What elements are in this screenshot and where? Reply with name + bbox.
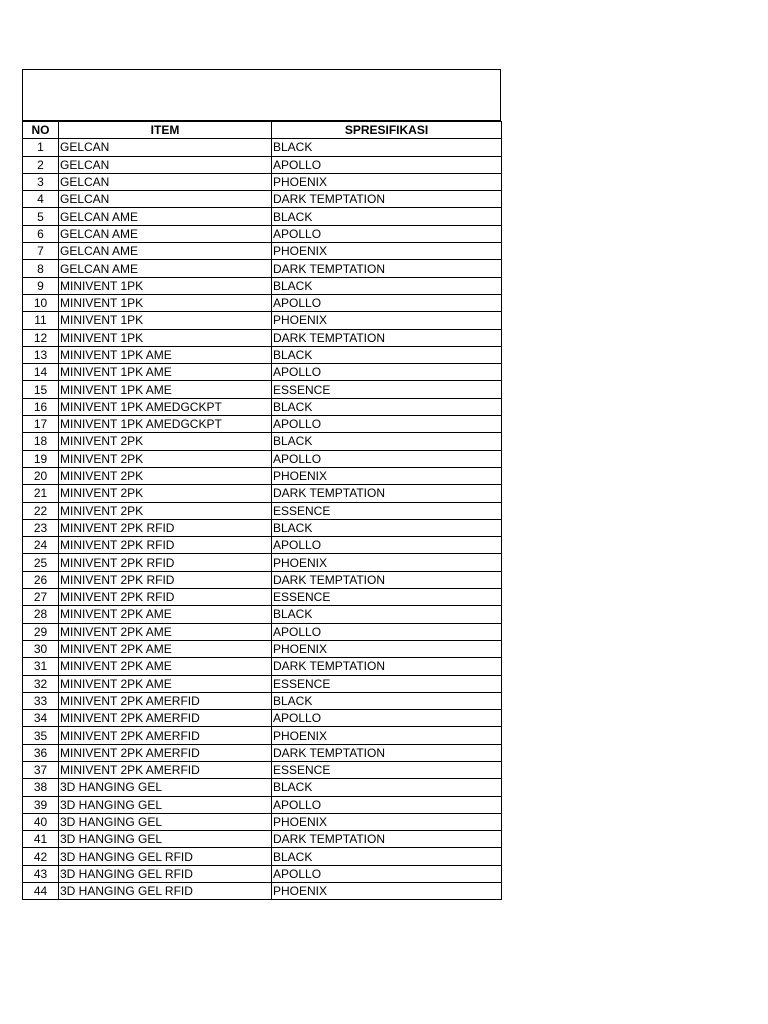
table-row — [23, 502, 502, 519]
no-cell: 7 — [23, 243, 59, 260]
no-cell: 44 — [23, 883, 59, 900]
table-row — [23, 589, 502, 606]
table-row — [23, 433, 502, 450]
table-row — [23, 346, 502, 363]
item-cell: GELCAN AME — [59, 260, 272, 277]
table-row — [23, 537, 502, 554]
spec-cell: BLACK — [272, 398, 502, 415]
no-cell: 1 — [23, 139, 59, 156]
no-cell: 33 — [23, 692, 59, 709]
no-cell: 42 — [23, 848, 59, 865]
table-row — [23, 260, 502, 277]
spec-cell: APOLLO — [272, 796, 502, 813]
no-cell: 17 — [23, 416, 59, 433]
item-cell: 3D HANGING GEL RFID — [59, 883, 272, 900]
spec-cell: PHOENIX — [272, 883, 502, 900]
table-row — [23, 658, 502, 675]
item-cell: MINIVENT 2PK AME — [59, 658, 272, 675]
spec-cell: BLACK — [272, 346, 502, 363]
table-row — [23, 139, 502, 156]
no-cell: 2 — [23, 156, 59, 173]
item-cell: MINIVENT 2PK RFID — [59, 519, 272, 536]
no-cell: 14 — [23, 364, 59, 381]
spec-cell: ESSENCE — [272, 381, 502, 398]
item-cell: MINIVENT 2PK AMERFID — [59, 761, 272, 778]
spec-cell: PHOENIX — [272, 727, 502, 744]
no-cell: 38 — [23, 779, 59, 796]
table-body — [23, 139, 502, 900]
spec-cell: DARK TEMPTATION — [272, 831, 502, 848]
spec-cell: BLACK — [272, 208, 502, 225]
spec-cell: ESSENCE — [272, 761, 502, 778]
spec-cell: ESSENCE — [272, 502, 502, 519]
item-cell: MINIVENT 2PK AMERFID — [59, 692, 272, 709]
table-row — [23, 519, 502, 536]
table-row — [23, 796, 502, 813]
no-cell: 43 — [23, 865, 59, 882]
item-cell: GELCAN — [59, 156, 272, 173]
spec-cell: PHOENIX — [272, 813, 502, 830]
no-cell: 27 — [23, 589, 59, 606]
table-row — [23, 675, 502, 692]
no-cell: 3 — [23, 173, 59, 190]
table-row — [23, 571, 502, 588]
spec-cell: PHOENIX — [272, 173, 502, 190]
item-cell: MINIVENT 2PK AMERFID — [59, 710, 272, 727]
spec-cell: APOLLO — [272, 416, 502, 433]
header-no: NO — [23, 122, 59, 139]
table-row — [23, 191, 502, 208]
table-row — [23, 727, 502, 744]
item-cell: GELCAN — [59, 191, 272, 208]
table-row — [23, 640, 502, 657]
spec-table — [22, 121, 502, 900]
table-row — [23, 831, 502, 848]
table-row — [23, 692, 502, 709]
spec-cell: DARK TEMPTATION — [272, 260, 502, 277]
table-row — [23, 208, 502, 225]
spec-cell: APOLLO — [272, 450, 502, 467]
item-cell: 3D HANGING GEL — [59, 813, 272, 830]
spec-cell: APOLLO — [272, 156, 502, 173]
item-cell: MINIVENT 2PK AME — [59, 623, 272, 640]
spec-cell: DARK TEMPTATION — [272, 744, 502, 761]
no-cell: 21 — [23, 485, 59, 502]
spec-cell: BLACK — [272, 139, 502, 156]
table-row — [23, 398, 502, 415]
table-row — [23, 450, 502, 467]
item-cell: MINIVENT 2PK RFID — [59, 589, 272, 606]
spec-cell: DARK TEMPTATION — [272, 485, 502, 502]
table-row — [23, 156, 502, 173]
item-cell: MINIVENT 2PK AME — [59, 606, 272, 623]
table-row — [23, 554, 502, 571]
table-row — [23, 623, 502, 640]
table-row — [23, 744, 502, 761]
item-cell: MINIVENT 2PK RFID — [59, 571, 272, 588]
spec-cell: BLACK — [272, 779, 502, 796]
table-row — [23, 865, 502, 882]
spec-cell: PHOENIX — [272, 312, 502, 329]
table-row — [23, 312, 502, 329]
sheet-title-box — [22, 69, 501, 121]
header-row — [23, 122, 502, 139]
item-cell: MINIVENT 2PK — [59, 502, 272, 519]
spec-cell: APOLLO — [272, 364, 502, 381]
table-row — [23, 225, 502, 242]
item-cell: MINIVENT 1PK AMEDGCKPT — [59, 416, 272, 433]
no-cell: 12 — [23, 329, 59, 346]
table-row — [23, 173, 502, 190]
spec-cell: PHOENIX — [272, 467, 502, 484]
spec-cell: PHOENIX — [272, 243, 502, 260]
table-row — [23, 364, 502, 381]
no-cell: 29 — [23, 623, 59, 640]
item-cell: MINIVENT 2PK — [59, 485, 272, 502]
no-cell: 35 — [23, 727, 59, 744]
no-cell: 15 — [23, 381, 59, 398]
table-row — [23, 606, 502, 623]
no-cell: 8 — [23, 260, 59, 277]
table-row — [23, 294, 502, 311]
item-cell: MINIVENT 2PK — [59, 450, 272, 467]
spec-cell: APOLLO — [272, 537, 502, 554]
item-cell: MINIVENT 1PK — [59, 312, 272, 329]
no-cell: 40 — [23, 813, 59, 830]
spec-cell: BLACK — [272, 519, 502, 536]
spec-sheet — [22, 69, 501, 900]
table-row — [23, 416, 502, 433]
item-cell: MINIVENT 1PK AME — [59, 346, 272, 363]
no-cell: 30 — [23, 640, 59, 657]
no-cell: 32 — [23, 675, 59, 692]
table-row — [23, 467, 502, 484]
spec-cell: BLACK — [272, 692, 502, 709]
no-cell: 34 — [23, 710, 59, 727]
no-cell: 23 — [23, 519, 59, 536]
table-row — [23, 381, 502, 398]
spec-cell: APOLLO — [272, 225, 502, 242]
item-cell: MINIVENT 2PK AMERFID — [59, 727, 272, 744]
table-header — [23, 122, 502, 139]
spec-cell: DARK TEMPTATION — [272, 571, 502, 588]
item-cell: MINIVENT 1PK AME — [59, 381, 272, 398]
spec-cell: APOLLO — [272, 294, 502, 311]
item-cell: MINIVENT 1PK AMEDGCKPT — [59, 398, 272, 415]
spec-cell: APOLLO — [272, 710, 502, 727]
item-cell: GELCAN — [59, 173, 272, 190]
spec-cell: DARK TEMPTATION — [272, 191, 502, 208]
spec-cell: ESSENCE — [272, 675, 502, 692]
spec-cell: DARK TEMPTATION — [272, 329, 502, 346]
item-cell: 3D HANGING GEL — [59, 796, 272, 813]
item-cell: 3D HANGING GEL — [59, 779, 272, 796]
spec-cell: BLACK — [272, 433, 502, 450]
item-cell: MINIVENT 1PK — [59, 277, 272, 294]
item-cell: GELCAN AME — [59, 208, 272, 225]
item-cell: MINIVENT 2PK RFID — [59, 554, 272, 571]
table-row — [23, 883, 502, 900]
no-cell: 5 — [23, 208, 59, 225]
spec-cell: APOLLO — [272, 865, 502, 882]
item-cell: GELCAN AME — [59, 225, 272, 242]
no-cell: 22 — [23, 502, 59, 519]
spec-cell: BLACK — [272, 277, 502, 294]
no-cell: 19 — [23, 450, 59, 467]
spec-cell: BLACK — [272, 848, 502, 865]
spec-cell: ESSENCE — [272, 589, 502, 606]
spec-cell: DARK TEMPTATION — [272, 658, 502, 675]
no-cell: 39 — [23, 796, 59, 813]
item-cell: 3D HANGING GEL RFID — [59, 848, 272, 865]
spec-cell: PHOENIX — [272, 640, 502, 657]
no-cell: 9 — [23, 277, 59, 294]
item-cell: MINIVENT 2PK AME — [59, 640, 272, 657]
table-row — [23, 329, 502, 346]
no-cell: 11 — [23, 312, 59, 329]
item-cell: MINIVENT 1PK AME — [59, 364, 272, 381]
no-cell: 6 — [23, 225, 59, 242]
table-row — [23, 710, 502, 727]
no-cell: 13 — [23, 346, 59, 363]
table-row — [23, 848, 502, 865]
no-cell: 28 — [23, 606, 59, 623]
no-cell: 37 — [23, 761, 59, 778]
no-cell: 20 — [23, 467, 59, 484]
item-cell: MINIVENT 2PK AME — [59, 675, 272, 692]
no-cell: 10 — [23, 294, 59, 311]
spec-cell: APOLLO — [272, 623, 502, 640]
item-cell: GELCAN — [59, 139, 272, 156]
no-cell: 41 — [23, 831, 59, 848]
table-row — [23, 813, 502, 830]
no-cell: 16 — [23, 398, 59, 415]
no-cell: 25 — [23, 554, 59, 571]
no-cell: 26 — [23, 571, 59, 588]
item-cell: MINIVENT 1PK — [59, 294, 272, 311]
item-cell: MINIVENT 1PK — [59, 329, 272, 346]
item-cell: MINIVENT 2PK RFID — [59, 537, 272, 554]
item-cell: 3D HANGING GEL RFID — [59, 865, 272, 882]
spec-cell: PHOENIX — [272, 554, 502, 571]
no-cell: 31 — [23, 658, 59, 675]
item-cell: GELCAN AME — [59, 243, 272, 260]
item-cell: MINIVENT 2PK — [59, 467, 272, 484]
no-cell: 24 — [23, 537, 59, 554]
item-cell: MINIVENT 2PK — [59, 433, 272, 450]
spec-cell: BLACK — [272, 606, 502, 623]
table-row — [23, 485, 502, 502]
item-cell: MINIVENT 2PK AMERFID — [59, 744, 272, 761]
header-item: ITEM — [59, 122, 272, 139]
table-row — [23, 277, 502, 294]
item-cell: 3D HANGING GEL — [59, 831, 272, 848]
header-spec: SPRESIFIKASI — [272, 122, 502, 139]
table-row — [23, 243, 502, 260]
table-row — [23, 779, 502, 796]
no-cell: 18 — [23, 433, 59, 450]
no-cell: 36 — [23, 744, 59, 761]
table-row — [23, 761, 502, 778]
no-cell: 4 — [23, 191, 59, 208]
